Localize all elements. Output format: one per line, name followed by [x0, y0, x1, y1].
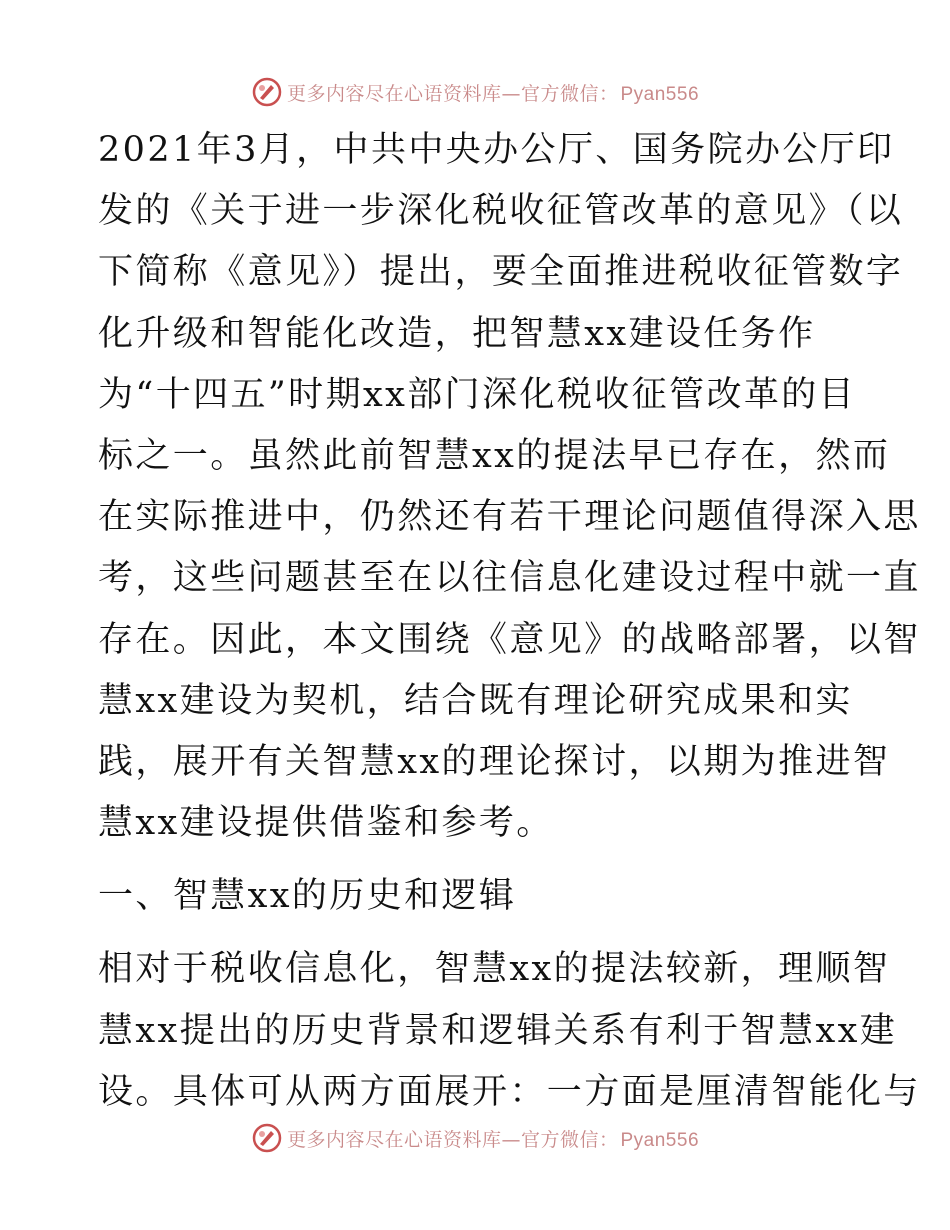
- paragraph-gap: [98, 927, 858, 939]
- text-line: 下简称《意见》）提出，要全面推进税收征管数字: [98, 252, 904, 293]
- heading-line: 一、智慧xx的历史和逻辑: [98, 876, 517, 917]
- paragraph-intro: [98, 120, 921, 854]
- text-line: 在实际推进中，仍然还有若干理论问题值得深入思: [98, 497, 921, 538]
- watermark-text: 更多内容尽在心语资料库—官方微信：: [286, 82, 619, 105]
- watermark-text: 更多内容尽在心语资料库—官方微信：: [286, 1128, 619, 1151]
- text-line: 践，展开有关智慧xx的理论探讨，以期为推进智: [98, 741, 891, 782]
- text-line: 为“十四五”时期xx部门深化税收征管改革的目: [98, 374, 857, 415]
- text-line: 设。具体可从两方面展开：一方面是厘清智能化与: [98, 1071, 921, 1112]
- text-line: 相对于税收信息化，智慧xx的提法较新，理顺智: [98, 949, 891, 990]
- text-line: 考，这些问题甚至在以往信息化建设过程中就一直: [98, 558, 921, 599]
- paragraph-section-one: [98, 939, 921, 1123]
- logo-icon: [251, 1122, 283, 1154]
- watermark-wechat-id: Pyan556: [620, 1129, 700, 1151]
- text-line: 慧xx提出的历史背景和逻辑关系有利于智慧xx建: [98, 1010, 898, 1051]
- text-line: 慧xx建设为契机，结合既有理论研究成果和实: [98, 680, 853, 721]
- text-line: 标之一。虽然此前智慧xx的提法早已存在，然而: [98, 435, 891, 476]
- text-line: 慧xx建设提供借鉴和参考。: [98, 803, 554, 844]
- text-line: 发的《关于进一步深化税收征管改革的意见》（以: [98, 191, 904, 232]
- logo-icon: [251, 76, 283, 108]
- section-heading: [98, 866, 858, 927]
- paragraph-gap: [98, 854, 858, 866]
- header-watermark: [0, 72, 950, 112]
- footer-watermark: [0, 1118, 950, 1158]
- document-body: [98, 120, 921, 1123]
- watermark-wechat-id: Pyan556: [620, 83, 700, 105]
- text-line: 存在。因此，本文围绕《意见》的战略部署，以智: [98, 619, 921, 660]
- text-line: 2021年3月，中共中央办公厅、国务院办公厅印: [98, 130, 895, 170]
- text-line: 化升级和智能化改造，把智慧xx建设任务作: [98, 313, 816, 354]
